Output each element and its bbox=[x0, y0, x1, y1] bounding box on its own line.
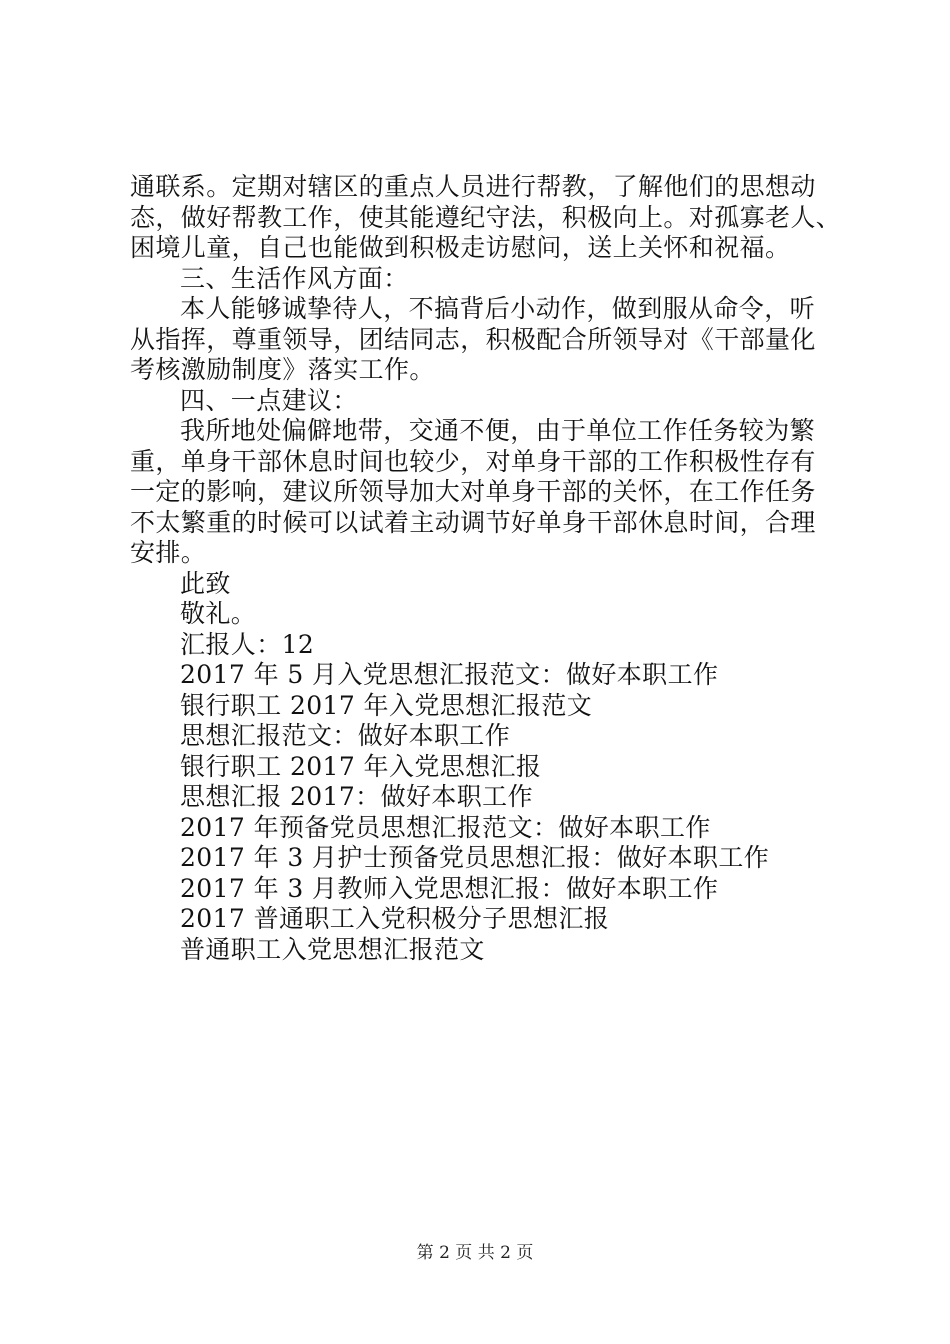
related-title: 2017 年预备党员思想汇报范文：做好本职工作 bbox=[180, 812, 711, 842]
document-body bbox=[130, 172, 840, 965]
paragraph-line: 安排。 bbox=[130, 538, 207, 567]
closing-line: 敬礼。 bbox=[180, 599, 257, 628]
paragraph-line: 从指挥，尊重领导，团结同志，积极配合所领导对《干部量化 bbox=[130, 324, 816, 354]
related-title: 银行职工 2017 年入党思想汇报 bbox=[180, 751, 542, 781]
section-heading: 三、生活作风方面： bbox=[180, 263, 409, 293]
signature-line: 汇报人：12 bbox=[180, 629, 315, 659]
related-title: 思想汇报范文：做好本职工作 bbox=[180, 721, 511, 750]
related-title: 2017 年 3 月护士预备党员思想汇报：做好本职工作 bbox=[180, 843, 770, 872]
paragraph-line: 一定的影响，建议所领导加大对单身干部的关怀，在工作任务 bbox=[130, 477, 816, 506]
related-title: 思想汇报 2017：做好本职工作 bbox=[180, 782, 533, 811]
paragraph-line: 态，做好帮教工作，使其能遵纪守法，积极向上。对孤寡老人、 bbox=[130, 202, 842, 232]
related-title: 2017 普通职工入党积极分子思想汇报 bbox=[180, 904, 610, 933]
related-title: 普通职工入党思想汇报范文 bbox=[180, 934, 485, 964]
related-title: 2017 年 5 月入党思想汇报范文：做好本职工作 bbox=[180, 660, 719, 689]
paragraph-line: 重，单身干部休息时间也较少，对单身干部的工作积极性存有 bbox=[130, 446, 816, 476]
paragraph-line: 通联系。定期对辖区的重点人员进行帮教，了解他们的思想动 bbox=[130, 172, 816, 201]
page-number-footer: 第 2 页 共 2 页 bbox=[416, 1243, 534, 1263]
section-heading: 四、一点建议： bbox=[180, 385, 358, 415]
related-title: 2017 年 3 月教师入党思想汇报：做好本职工作 bbox=[180, 873, 719, 903]
paragraph-line: 考核激励制度》落实工作。 bbox=[130, 355, 435, 384]
paragraph-line: 不太繁重的时候可以试着主动调节好单身干部休息时间，合理 bbox=[130, 507, 816, 537]
paragraph-line: 本人能够诚挚待人，不搞背后小动作，做到服从命令，听 bbox=[180, 294, 816, 323]
closing-line: 此致 bbox=[180, 568, 231, 598]
paragraph-line: 困境儿童，自己也能做到积极走访慰问，送上关怀和祝福。 bbox=[130, 233, 791, 262]
paragraph-line: 我所地处偏僻地带，交通不便，由于单位工作任务较为繁 bbox=[180, 416, 816, 445]
related-title: 银行职工 2017 年入党思想汇报范文 bbox=[180, 690, 593, 720]
